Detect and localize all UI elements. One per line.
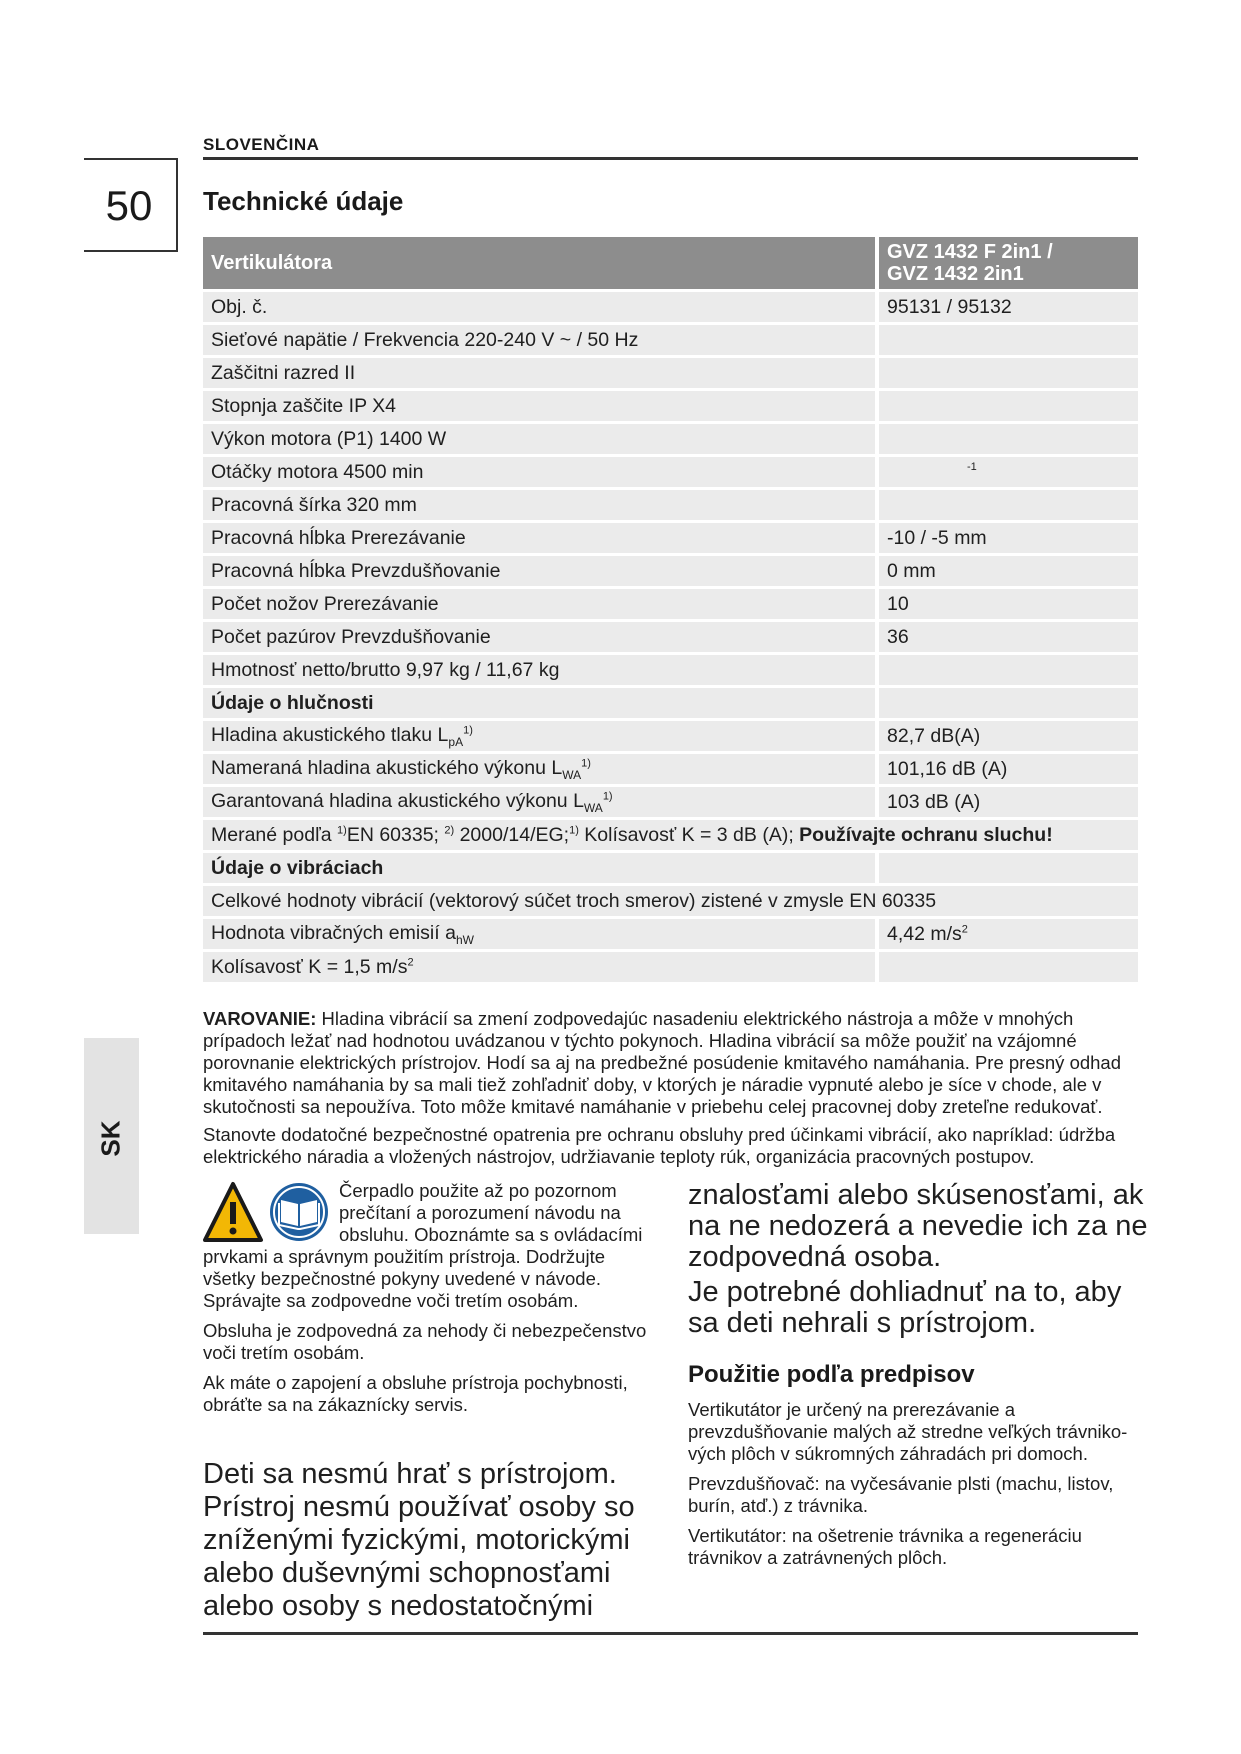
- spec-label: Výkon motora (P1) 1400 W: [203, 424, 879, 454]
- noise-label: Garantovaná hladina akustického výkonu $L_{WA}^{1)}$: [203, 787, 879, 817]
- page-number: 50: [105, 182, 153, 229]
- intended-use-paragraph-1: Vertikutátor je určený na prerezávanie a prevzdušňovanie malých až stredne veľkých trávniko-vých plôch v súkromných záhradách pri domoch.: [688, 1399, 1128, 1464]
- noise-heading-row: [203, 688, 1138, 718]
- spec-value: 95131 / 95132: [879, 292, 1138, 322]
- spec-label: Pracovná hĺbka Prevzdušňovanie: [203, 556, 879, 586]
- noise-value: 103 dB (A): [879, 787, 1138, 817]
- spec-value: 10: [879, 589, 1138, 619]
- spec-label: Pracovná hĺbka Prerezávanie: [203, 523, 879, 553]
- left-column: [203, 1180, 658, 1424]
- header-rule: [203, 157, 1138, 160]
- spec-value: -1: [879, 457, 1138, 487]
- spec-value: [879, 655, 1138, 685]
- measured-note: Merané podľa $^{1)}$EN 60335; $^{2)}$ 2000/14/EG;$^{1)}$ Kolísavosť K = 3 dB (A); Používajte ochranu sluchu!: [203, 820, 1138, 850]
- table-row: [203, 589, 1138, 619]
- language-side-tab-label: SK: [96, 1119, 126, 1157]
- spec-value: [879, 424, 1138, 454]
- spec-value: 0 mm: [879, 556, 1138, 586]
- noise-value: 101,16 dB (A): [879, 754, 1138, 784]
- intended-use-heading: Použitie podľa predpisov: [688, 1361, 975, 1388]
- model-line-2: GVZ 1432 2in1: [887, 263, 1024, 285]
- language-label: SLOVENČINA: [203, 135, 320, 154]
- table-row: [203, 358, 1138, 388]
- left-paragraph-1: Čerpadlo použite až po pozornom prečítaní a porozumení návodu na obsluhu. Oboznámte sa s ovládacími prvkami a správnym použitím prístroja. Dodržujte všetky bezpečnostné pokyny uvedené v návode. Správajte sa zodpovedne voči tretím osobám.: [203, 1180, 643, 1311]
- vibration-total: Celkové hodnoty vibrácií (vektorový súčet troch smerov) zistené v zmysle EN 60335: [203, 886, 1138, 916]
- spec-value: -10 / -5 mm: [879, 523, 1138, 553]
- vibration-heading: Údaje o vibráciach: [203, 853, 879, 883]
- spec-value: 36: [879, 622, 1138, 652]
- vibration-emission-value: 4,42 $m/s^2$: [879, 919, 1138, 949]
- children-warning-1: Deti sa nesmú hrať s prístrojom.: [203, 1458, 617, 1490]
- vibration-emission-label: Hodnota vibračných emisií $a_{hW}$: [203, 919, 879, 949]
- warning-paragraph-1: VAROVANIE: Hladina vibrácií sa zmení zodpovedajúc nasadeniu elektrického nástroja a môže v mnohých prípadoch ležať nad hodnotou uvádzanou v týchto pokynoch. Hladina vibrácií sa môže použiť na vzájomné porovnanie elektrických prístrojov. Hodí sa aj na predbežné posúdenie kmitavého namáhania. Pre presný odhad kmitavého namáhania by sa mali tiež zohľadniť doby, v ktorých je náradie vypnuté alebo je síce v chode, ale v skutočnosti sa nepoužíva. Toto môže kmitavé namáhanie v priebehu celej pracovnej doby zreteľne redukovať.: [203, 1008, 1122, 1117]
- vibration-tolerance: Kolísavosť K = 1,5 $m/s^2$: [203, 952, 879, 982]
- hearing-protection-note: Používajte ochranu sluchu!: [799, 823, 1053, 846]
- noise-label: Hladina akustického tlaku $L_{pA}^{1)}$: [203, 721, 879, 751]
- table-header-right: [879, 237, 1138, 289]
- vibration-total-row: [203, 886, 1138, 916]
- read-manual-icon: [270, 1183, 328, 1241]
- safety-icons: [203, 1180, 333, 1246]
- table-row: [203, 655, 1138, 685]
- warning-lead: VAROVANIE:: [203, 1008, 317, 1029]
- spec-label: Stopnja zaščite IP X4: [203, 391, 879, 421]
- left-paragraph-2: Obsluha je zodpovedná za nehody či nebezpečenstvo voči tretím osobám.: [203, 1320, 647, 1363]
- table-row: [203, 523, 1138, 553]
- spec-label: Otáčky motora 4500 min: [203, 457, 879, 487]
- intended-use-paragraph-2: Prevzdušňovač: na vyčesávanie plsti (machu, listov, burín, atď.) z trávnika.: [688, 1473, 1114, 1516]
- spec-value: [879, 325, 1138, 355]
- noise-heading: Údaje o hlučnosti: [203, 688, 879, 718]
- section-title: Technické údaje: [203, 186, 404, 216]
- vibration-emission-row: [203, 919, 1138, 949]
- spec-label: Pracovná šírka 320 mm: [203, 490, 879, 520]
- children-warning-continued: znalosťami alebo skúsenosťami, ak na ne nedozerá a nevedie ich za ne zodpovedná osoba.: [688, 1179, 1148, 1273]
- table-row: [203, 622, 1138, 652]
- children-warning-2: Prístroj nesmú používať osoby so zníženými fyzickými, motorickými alebo duševnými schopnosťami alebo osoby s nedostatočnými: [203, 1491, 635, 1622]
- footer-rule: [203, 1632, 1138, 1635]
- spec-label: Zaščitni razred II: [203, 358, 879, 388]
- table-row: [203, 391, 1138, 421]
- children-warning-left: [203, 1458, 653, 1623]
- spec-label: Počet nožov Prerezávanie: [203, 589, 879, 619]
- noise-value: 82,7 dB(A): [879, 721, 1138, 751]
- spec-label: Hmotnosť netto/brutto 9,97 kg / 11,67 kg: [203, 655, 879, 685]
- tech-spec-table: [203, 234, 1138, 985]
- spec-label: Sieťové napätie / Frekvencia 220-240 V ~ / 50 Hz: [203, 325, 879, 355]
- table-header-row: [203, 237, 1138, 289]
- vibration-tolerance-row: [203, 952, 1138, 982]
- warning-paragraph-2: Stanovte dodatočné bezpečnostné opatrenia pre ochranu obsluhy pred účinkami vibrácií, ako napríklad: údržba elektrického náradia a vložených nástrojov, udržiavanie teploty rúk, organizácia pracovných postupov.: [203, 1124, 1116, 1167]
- vibration-warning: [203, 1008, 1148, 1174]
- table-row: [203, 424, 1138, 454]
- measured-row: [203, 820, 1138, 850]
- noise-row: [203, 787, 1138, 817]
- left-paragraph-3: Ak máte o zapojení a obsluhe prístroja pochybnosti, obráťte sa na zákaznícky servis.: [203, 1372, 628, 1415]
- spec-value: [879, 391, 1138, 421]
- spec-value: [879, 490, 1138, 520]
- table-row: [203, 292, 1138, 322]
- right-column: [688, 1180, 1148, 1577]
- warning-triangle-icon: [203, 1180, 333, 1246]
- noise-row: [203, 721, 1138, 751]
- table-row: [203, 325, 1138, 355]
- intended-use-paragraph-3: Vertikutátor: na ošetrenie trávnika a regeneráciu trávnikov a zatrávnených plôch.: [688, 1525, 1082, 1568]
- children-supervision: Je potrebné dohliadnuť na to, aby sa deti nehrali s prístrojom.: [688, 1276, 1122, 1339]
- model-line-1: GVZ 1432 F 2in1 /: [887, 241, 1053, 263]
- table-row: [203, 556, 1138, 586]
- table-header-left: Vertikulátora: [203, 237, 879, 289]
- noise-label: Nameraná hladina akustického výkonu $L_{WA}^{1)}$: [203, 754, 879, 784]
- spec-value: [879, 358, 1138, 388]
- spec-label: Počet pazúrov Prevzdušňovanie: [203, 622, 879, 652]
- spec-label: Obj. č.: [203, 292, 879, 322]
- noise-row: [203, 754, 1138, 784]
- table-row: [203, 490, 1138, 520]
- vibration-heading-row: [203, 853, 1138, 883]
- table-row: [203, 457, 1138, 487]
